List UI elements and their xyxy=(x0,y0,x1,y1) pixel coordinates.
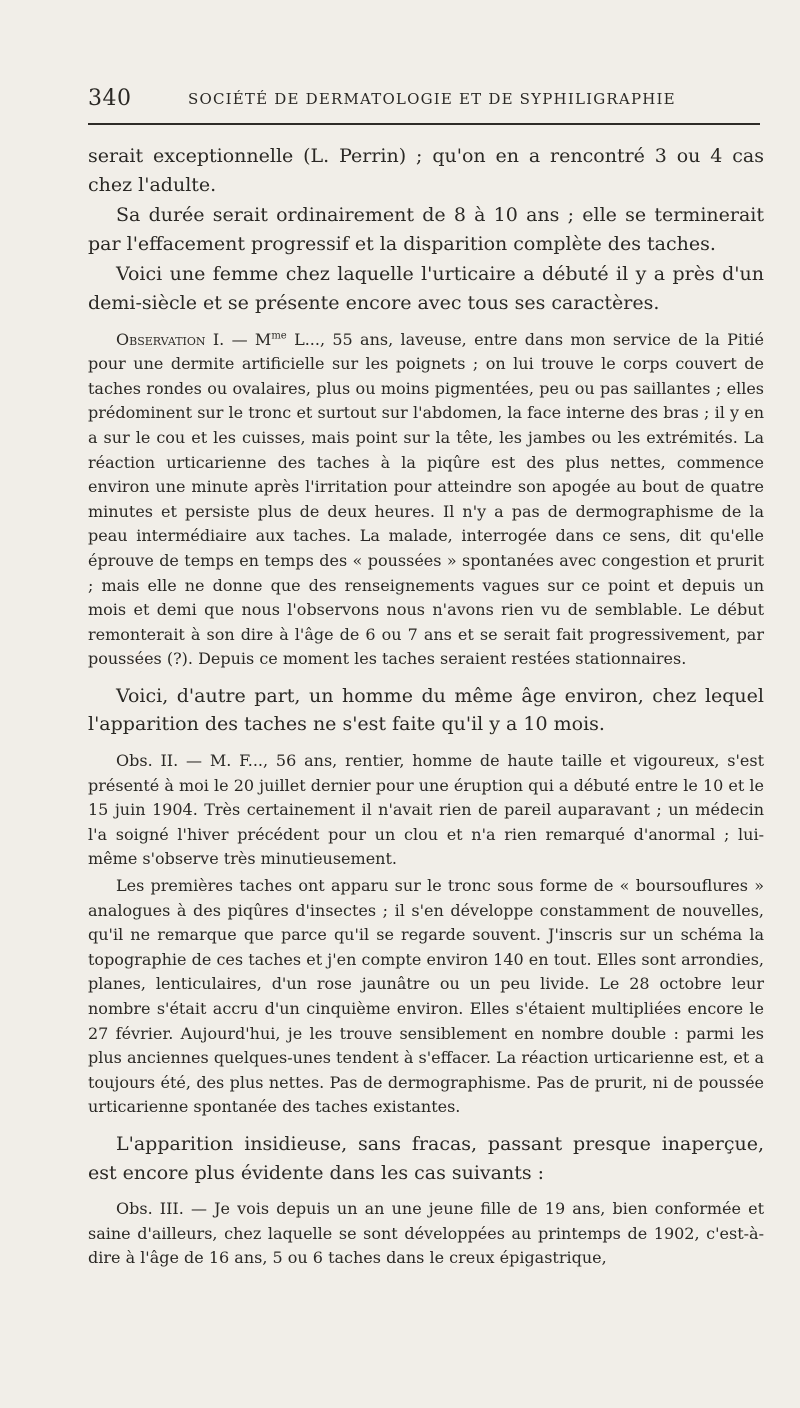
page-number: 340 xyxy=(88,86,132,111)
observation-2-continued: Les premières taches ont apparu sur le tronc sous forme de « boursouflures » analogues à des piqûres d'insectes ; il s'en développe constamment de nouvelles, qu'il ne remarque que parce qu'il se regarde souvent. J'inscris sur un schéma la topographie de ces taches et j'en compte environ 140 en tout. Elles sont arrondies, planes, lenticulaires, d'un rose jaunâtre ou un peu livide. Le 28 octobre leur nombre s'était accru d'un cinquième environ. Elles s'étaient multipliées encore le 27 février. Aujourd'hui, je les trouve sensiblement en nombre double : parmi les plus anciennes quelques-unes tendent à s'effacer. La réaction urticarienne est, et a toujours été, des plus nettes. Pas de dermographisme. Pas de prurit, ni de poussée urticarienne spontanée des taches existantes. xyxy=(88,876,764,1117)
observation-3 xyxy=(88,1197,764,1271)
header-rule xyxy=(88,123,760,125)
observation-1 xyxy=(88,328,764,672)
observation-2-label: Obs. II. xyxy=(116,751,179,771)
body-text xyxy=(88,140,764,1271)
observation-2-text: — M. F..., 56 ans, rentier, homme de haute taille et vigoureux, s'est présenté à moi le 20 juillet dernier pour une éruption qui a débuté entre le 10 et le 15 juin 1904. Très certainement il n'avait rien de pareil auparavant ; un médecin l'a soigné l'hiver précédent pour un clou et n'a rien remarqué d'anormal ; lui-même s'observe très minutieusement. xyxy=(88,751,765,869)
observation-3-label: Obs. III. xyxy=(116,1199,184,1219)
paragraph-intro-case-1: Voici une femme chez laquelle l'urticaire a débuté il y a près d'un demi-siècle et se présente encore avec tous ses caractères. xyxy=(88,263,764,314)
observation-1-label: Observation I. xyxy=(116,329,225,349)
paragraph-intro-case-3: L'apparition insidieuse, sans fracas, passant presque inaperçue, est encore plus évidente dans les cas suivants : xyxy=(88,1132,764,1184)
observation-1-sup: me xyxy=(271,330,287,342)
paragraph-intro-case-2: Voici, d'autre part, un homme du même âge environ, chez lequel l'apparition des taches ne s'est faite qu'il y a 10 mois. xyxy=(88,684,764,736)
observation-1-text: L..., 55 ans, laveuse, entre dans mon service de la Pitié pour une dermite artificielle sur les poignets ; on lui trouve le corps couvert de taches rondes ou ovalaires, plus ou moins pigmentées, peu ou pas saillantes ; elles prédominent sur le tronc et surtout sur l'abdomen, la face interne des bras ; il y en a sur le cou et les cuisses, mais point sur la tête, les jambes ou les extrémités. La réaction urticarienne des taches à la piqûre est des plus nettes, commence environ une minute après l'irritation pour atteindre son apogée au bout de quatre minutes et persiste plus de deux heures. Il n'y a pas de dermographisme de la peau intermédiaire aux taches. La malade, interrogée dans ce sens, dit qu'elle éprouve de temps en temps des « poussées » spontanées avec congestion et prurit ; mais elle ne donne que des renseignements vagues sur ce point et depuis un mois et demi que nous l'observons nous n'avons rien vu de semblable. Le début remonterait à son dire à l'âge de 6 ou 7 ans et se serait fait progressivement, par poussées (?). Depuis ce moment les taches seraient restées stationnaires. xyxy=(88,329,765,669)
observation-1-dash: — M xyxy=(224,329,272,349)
running-head: SOCIÉTÉ DE DERMATOLOGIE ET DE SYPHILIGRAPHIE xyxy=(188,90,676,108)
page-header xyxy=(88,86,760,116)
observation-2 xyxy=(88,749,764,872)
observation-3-text: — Je vois depuis un an une jeune fille de 19 ans, bien conformée et saine d'ailleurs, chez laquelle se sont développées au printemps de 1902, c'est-à-dire à l'âge de 16 ans, 5 ou 6 taches dans le creux épigastrique, xyxy=(88,1199,764,1268)
paragraph-duration: Sa durée serait ordinairement de 8 à 10 ans ; elle se terminerait par l'effacement progressif et la disparition complète des taches. xyxy=(88,204,764,255)
paragraph-continuation: serait exceptionnelle (L. Perrin) ; qu'on en a rencontré 3 ou 4 cas chez l'adulte. xyxy=(88,145,764,196)
